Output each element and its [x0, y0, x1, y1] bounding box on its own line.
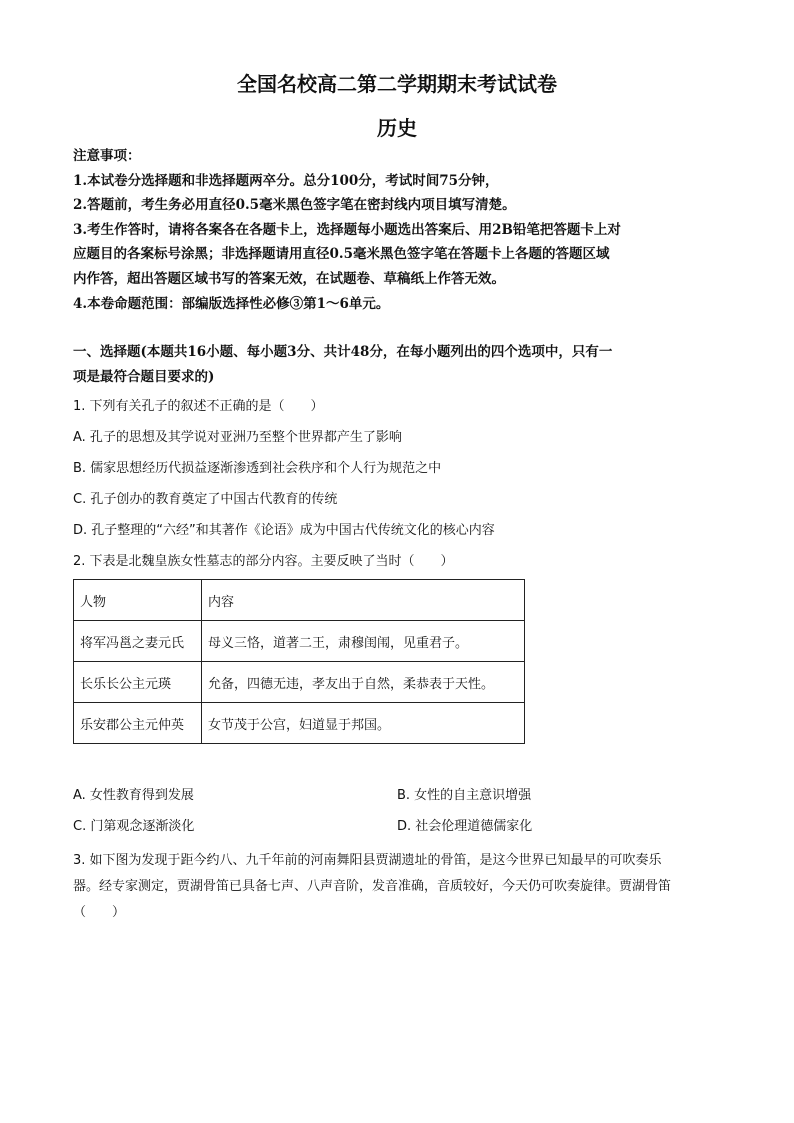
- section-heading: [73, 340, 733, 390]
- notice-item: 2.答题前，考生务必用直径0.5毫米黑色签字笔在密封线内项目填写清楚。: [73, 197, 516, 214]
- table-cell: 女节茂于公宫，妇道显于邦国。: [202, 703, 525, 744]
- notice-heading: 注意事项：: [73, 148, 141, 164]
- q2-option-d[interactable]: D. 社会伦理道德儒家化: [397, 819, 533, 834]
- q3-line: 器。经专家测定，贾湖骨笛已具备七声、八声音阶，发音准确，音质较好，今天仍可吹奏旋律。贾湖骨笛: [73, 879, 672, 894]
- notice-item: 应题目的各案标号涂黑；非选择题请用直径0.5毫米黑色签字笔在答题卡上各题的答题区域: [73, 246, 610, 263]
- table-cell: 乐安郡公主元仲英: [74, 703, 202, 744]
- table-row: [74, 621, 525, 662]
- question-2-stem: 2. 下表是北魏皇族女性墓志的部分内容。主要反映了当时（ ）: [73, 554, 454, 569]
- table-cell: 长乐长公主元瑛: [74, 662, 202, 703]
- q2-option-b[interactable]: B. 女性的自主意识增强: [397, 788, 532, 803]
- q1-option-c[interactable]: C. 孔子创办的教育奠定了中国古代教育的传统: [73, 492, 338, 507]
- notice-item: 4.本卷命题范围：部编版选择性必修③第1～6单元。: [73, 295, 390, 312]
- q1-option-b[interactable]: B. 儒家思想经历代损益逐渐渗透到社会秩序和个人行为规范之中: [73, 461, 442, 476]
- table-row: [74, 703, 525, 744]
- notice-item: 内作答，超出答题区域书写的答案无效，在试题卷、草稿纸上作答无效。: [73, 270, 505, 287]
- section-heading-line: 一、选择题(本题共16小题、每小题3分、共计48分，在每小题列出的四个选项中，只有一: [73, 344, 613, 360]
- notice-item: 1.本试卷分选择题和非选择题两卒分。总分100分，考试时间75分钟，: [73, 172, 499, 189]
- notice-block: [73, 144, 733, 316]
- table-cell: 允备，四德无违，孝友出于自然，柔恭表于天性。: [202, 662, 525, 703]
- table-header-row: [74, 580, 525, 621]
- table-header-cell: 人物: [74, 580, 202, 621]
- exam-title: 全国名校高二第二学期期末考试试卷: [237, 72, 557, 96]
- q1-option-d[interactable]: D. 孔子整理的“六经”和其著作《论语》成为中国古代传统文化的核心内容: [73, 523, 495, 538]
- question-3-stem: [73, 848, 728, 926]
- q2-option-c[interactable]: C. 门第观念逐渐淡化: [73, 819, 195, 834]
- table-header-cell: 内容: [202, 580, 525, 621]
- question-1-stem: 1. 下列有关孔子的叙述不正确的是（ ）: [73, 399, 324, 414]
- table-row: [74, 662, 525, 703]
- q2-table: [73, 579, 525, 744]
- q2-option-a[interactable]: A. 女性教育得到发展: [73, 788, 194, 803]
- table-cell: 母义三恪，道著二王，肃穆闺闱，见重君子。: [202, 621, 525, 662]
- subject-title: 历史: [377, 116, 417, 140]
- q1-option-a[interactable]: A. 孔子的思想及其学说对亚洲乃至整个世界都产生了影响: [73, 430, 402, 445]
- section-heading-line: 项是最符合题目要求的): [73, 369, 215, 385]
- q3-line: （ ）: [73, 905, 126, 920]
- q3-line: 3. 如下图为发现于距今约八、九千年前的河南舞阳县贾湖遗址的骨笛，是这今世界已知最早的可吹奏乐: [73, 853, 662, 868]
- table-cell: 将军冯邕之妻元氏: [74, 621, 202, 662]
- notice-item: 3.考生作答时，请将各案各在各题卡上，选择题每小题选出答案后、用2B铅笔把答题卡上对: [73, 221, 621, 238]
